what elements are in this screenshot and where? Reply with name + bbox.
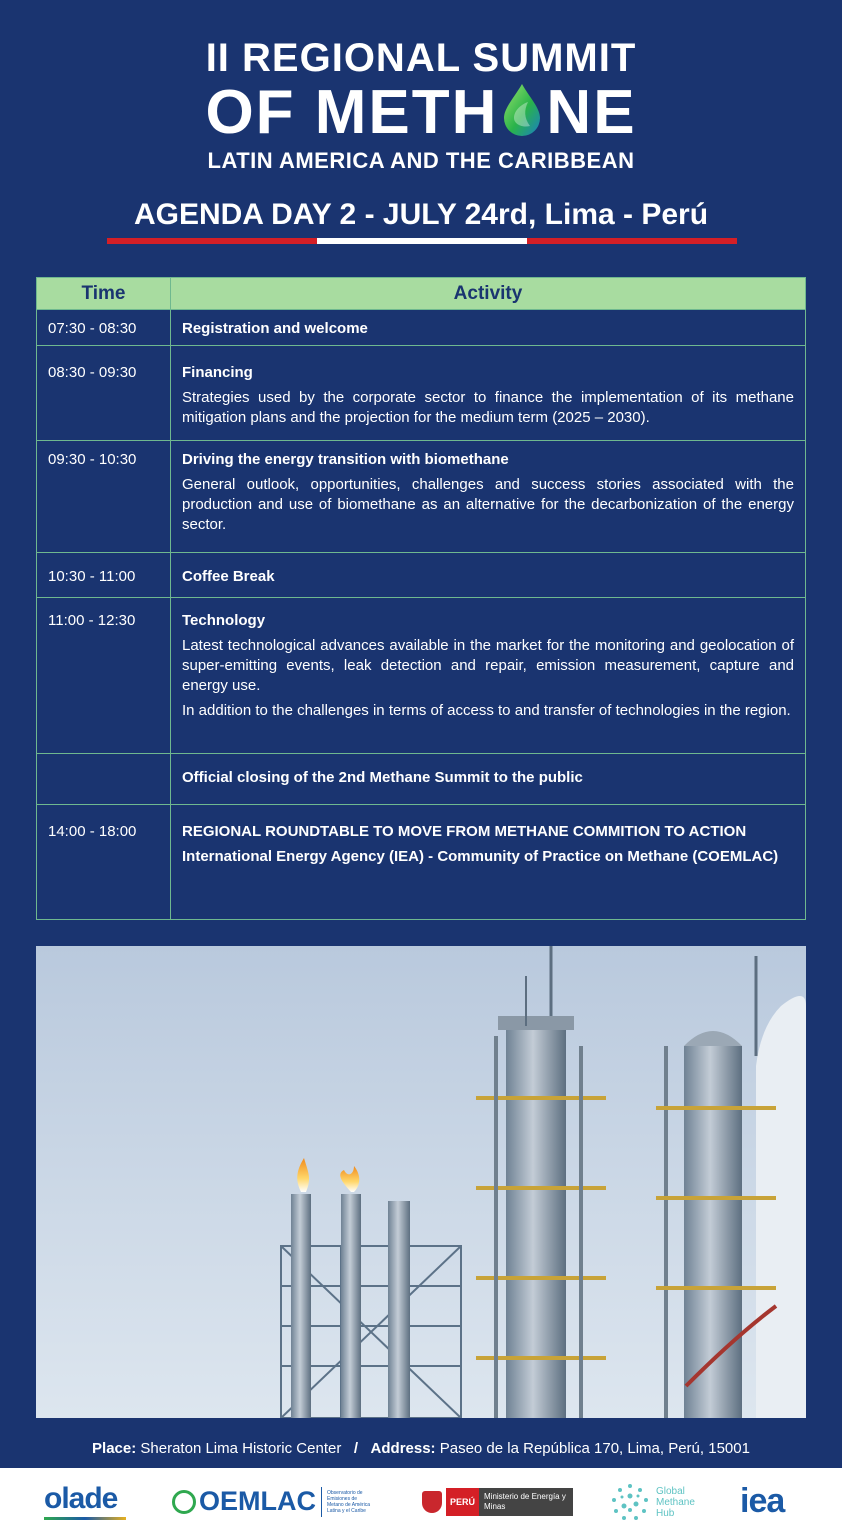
separator: / bbox=[353, 1440, 359, 1457]
place-label: Place: bbox=[92, 1440, 137, 1457]
peru-label: PERÚ bbox=[446, 1488, 479, 1516]
oemlac-globe-icon bbox=[172, 1490, 196, 1514]
oemlac-logo bbox=[172, 1486, 375, 1517]
table-row bbox=[37, 553, 806, 598]
column-header-time: Time bbox=[37, 278, 171, 310]
column-header-activity: Activity bbox=[171, 278, 806, 310]
activity-title: Official closing of the 2nd Methane Summit to the public bbox=[182, 769, 583, 786]
methane-drop-icon bbox=[500, 82, 544, 151]
agenda-title: AGENDA DAY 2 - JULY 24rd, Lima - Perú bbox=[133, 198, 709, 231]
row-activity bbox=[171, 346, 806, 441]
activity-title: REGIONAL ROUNDTABLE TO MOVE FROM METHANE COMMITION TO ACTION bbox=[182, 823, 747, 840]
row-time bbox=[37, 754, 171, 805]
venue-info bbox=[0, 1440, 842, 1457]
oemlac-subtitle: Observatorio de Emisiones de Metano de América Latina y el Caribe bbox=[327, 1489, 371, 1514]
activity-description: Strategies used by the corporate sector to finance the implementation of its methane mitigation plans and the projection for the medium term (2025 – 2030). bbox=[182, 389, 794, 426]
global-methane-hub-dots-icon bbox=[608, 1480, 652, 1524]
summit-subtitle: LATIN AMERICA AND THE CARIBBEAN bbox=[207, 148, 635, 173]
summit-title-line1: II REGIONAL SUMMIT bbox=[205, 36, 637, 80]
olade-logo bbox=[44, 1482, 126, 1520]
activity-title: Financing bbox=[182, 364, 253, 381]
refinery-photo bbox=[36, 946, 806, 1418]
summit-title-ne: NE bbox=[546, 78, 637, 147]
row-activity bbox=[171, 598, 806, 754]
row-activity bbox=[171, 805, 806, 920]
summit-title-of-meth: OF METH bbox=[205, 78, 499, 147]
row-time: 10:30 - 11:00 bbox=[37, 553, 171, 598]
peru-coat-of-arms-icon bbox=[422, 1491, 442, 1513]
table-row bbox=[37, 441, 806, 553]
flag-red-left bbox=[107, 238, 317, 244]
place-value: Sheraton Lima Historic Center bbox=[140, 1440, 342, 1457]
activity-subtitle: International Energy Agency (IEA) - Community of Practice on Methane (COEMLAC) bbox=[182, 848, 779, 865]
row-activity bbox=[171, 310, 806, 346]
olade-underline bbox=[44, 1517, 126, 1520]
activity-title: Technology bbox=[182, 612, 266, 629]
flag-white-center bbox=[317, 238, 527, 244]
row-time: 09:30 - 10:30 bbox=[37, 441, 171, 553]
oemlac-wordmark: OEMLAC bbox=[199, 1486, 316, 1516]
sponsor-logos-bar bbox=[0, 1468, 842, 1536]
row-activity bbox=[171, 553, 806, 598]
table-row bbox=[37, 598, 806, 754]
flag-red-right bbox=[527, 238, 737, 244]
row-time: 14:00 - 18:00 bbox=[37, 805, 171, 920]
global-methane-hub-label: Global Methane Hub bbox=[656, 1485, 695, 1519]
row-time: 07:30 - 08:30 bbox=[37, 310, 171, 346]
ministry-label: Ministerio de Energía y Minas bbox=[479, 1488, 573, 1516]
global-methane-hub-logo bbox=[608, 1480, 702, 1524]
activity-title: Coffee Break bbox=[182, 568, 275, 585]
row-time: 11:00 - 12:30 bbox=[37, 598, 171, 754]
table-row bbox=[37, 754, 806, 805]
activity-title: Driving the energy transition with biomethane bbox=[182, 451, 509, 468]
row-time: 08:30 - 09:30 bbox=[37, 346, 171, 441]
table-header-row bbox=[37, 278, 806, 310]
activity-description: In addition to the challenges in terms of access to and transfer of technologies in the region. bbox=[182, 702, 791, 719]
olade-wordmark: olade bbox=[44, 1482, 118, 1515]
table-row bbox=[37, 310, 806, 346]
peru-ministry-logo bbox=[422, 1488, 573, 1516]
iea-logo: iea bbox=[740, 1482, 785, 1520]
table-row bbox=[37, 805, 806, 920]
table-row bbox=[37, 346, 806, 441]
peru-flag-bar bbox=[107, 238, 737, 244]
activity-description: General outlook, opportunities, challenges and success stories associated with the production and use of biomethane as an alternative for the decarbonization of the energy sector. bbox=[182, 476, 794, 533]
address-label: Address: bbox=[370, 1440, 436, 1457]
activity-title: Registration and welcome bbox=[182, 320, 368, 337]
oemlac-divider bbox=[321, 1487, 322, 1517]
agenda-table bbox=[36, 277, 806, 920]
activity-description: Latest technological advances available in the market for the monitoring and geolocation of super-emitting events, leak detection and repair, emission measurement, capture and energy use. bbox=[182, 637, 794, 694]
row-activity bbox=[171, 441, 806, 553]
summit-title-line2 bbox=[0, 80, 842, 151]
address-value: Paseo de la República 170, Lima, Perú, 15001 bbox=[439, 1440, 750, 1457]
row-activity bbox=[171, 754, 806, 805]
